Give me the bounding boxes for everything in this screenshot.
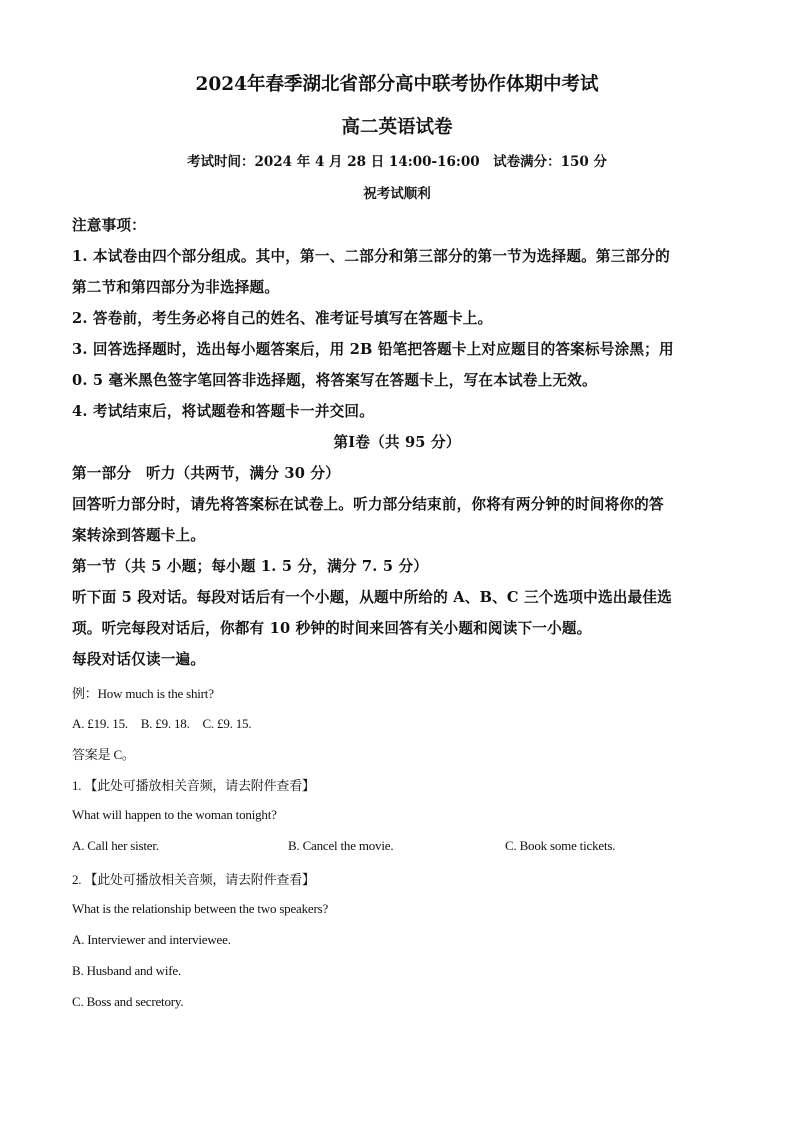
exam-info: 考试时间：2024 年 4 月 28 日 14:00-16:00 试卷满分：150 分 — [186, 154, 608, 170]
section1-line-2: 项。听完每段对话后，你都有 10 秒钟的时间来回答有关小题和阅读下一小题。 — [72, 620, 592, 637]
note-item-1-line-2: 第二节和第四部分为非选择题。 — [72, 279, 280, 296]
note-item-1-line-1: 1. 本试卷由四个部分组成。其中，第一、二部分和第三部分的第一节为选择题。第三部分的 — [72, 248, 670, 265]
section1-line-1: 听下面 5 段对话。每段对话后有一个小题，从题中所给的 A、B、C 三个选项中选出最佳选 — [72, 589, 672, 606]
example-question: 例：How much is the shirt? — [72, 686, 214, 701]
exam-subtitle: 高二英语试卷 — [341, 117, 453, 138]
note-item-4: 4. 考试结束后，将试题卷和答题卡一并交回。 — [72, 403, 374, 420]
question-2-option-a[interactable]: A. Interviewer and interviewee. — [72, 932, 231, 947]
example-answer: 答案是 C。 — [72, 747, 135, 762]
section1-heading: 第一节（共 5 小题；每小题 1. 5 分，满分 7. 5 分） — [72, 558, 429, 575]
question-1-option-c[interactable]: C. Book some tickets. — [505, 838, 616, 853]
question-1-label: 1. 【此处可播放相关音频，请去附件查看】 — [72, 778, 315, 793]
section1-line-3: 每段对话仅读一遍。 — [72, 651, 206, 668]
part1-intro-line-1: 回答听力部分时，请先将答案标在试卷上。听力部分结束前，你将有两分钟的时间将你的答 — [72, 496, 664, 513]
part1-heading: 第一部分 听力（共两节，满分 30 分） — [72, 465, 340, 482]
question-2-text: What is the relationship between the two speakers? — [72, 901, 329, 916]
question-1-option-b[interactable]: B. Cancel the movie. — [288, 838, 394, 853]
note-item-3-line-2: 0. 5 毫米黑色签字笔回答非选择题，将答案写在答题卡上，写在本试卷上无效。 — [72, 372, 597, 389]
question-2-option-b[interactable]: B. Husband and wife. — [72, 963, 182, 978]
blessing: 祝考试顺利 — [363, 186, 431, 202]
note-item-3-line-1: 3. 回答选择题时，选出每小题答案后，用 2B 铅笔把答题卡上对应题目的答案标号涂黑；用 — [72, 341, 674, 358]
example-options: A. £19. 15. B. £9. 18. C. £9. 15. — [72, 716, 252, 731]
volume-heading: 第Ⅰ卷（共 95 分） — [333, 434, 461, 451]
exam-title: 2024年春季湖北省部分高中联考协作体期中考试 — [195, 74, 599, 95]
question-1-text: What will happen to the woman tonight? — [72, 807, 277, 822]
note-item-2: 2. 答卷前，考生务必将自己的姓名、准考证号填写在答题卡上。 — [72, 310, 493, 327]
question-2-label: 2. 【此处可播放相关音频，请去附件查看】 — [72, 872, 315, 887]
question-2-option-c[interactable]: C. Boss and secretory. — [72, 994, 184, 1009]
notes-heading: 注意事项： — [72, 217, 146, 234]
part1-intro-line-2: 案转涂到答题卡上。 — [72, 527, 206, 544]
question-1-option-a[interactable]: A. Call her sister. — [72, 838, 159, 853]
